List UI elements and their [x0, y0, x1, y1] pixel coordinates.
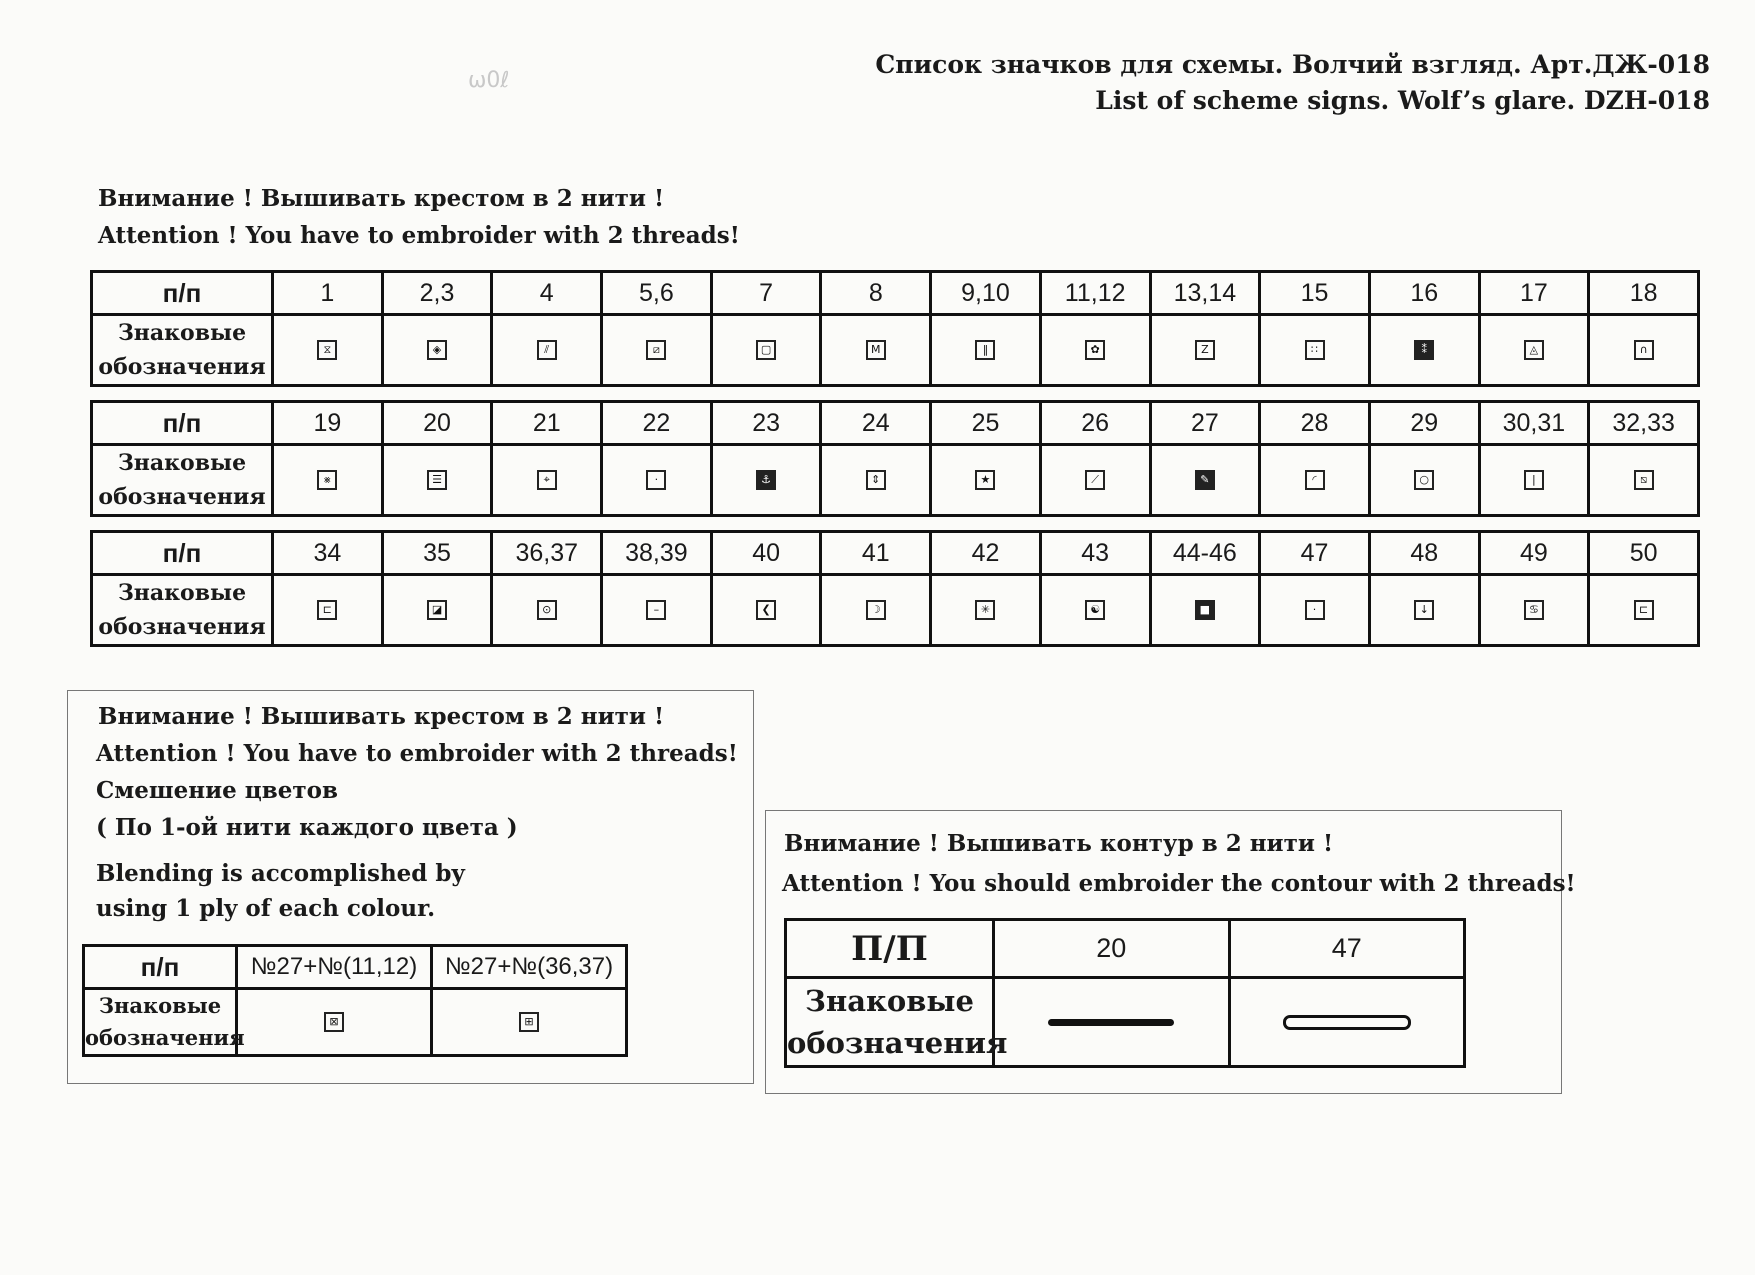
cross-stitch-symbol-icon: ★: [975, 470, 995, 490]
cross-stitch-symbol-icon: M: [866, 340, 886, 360]
number-cell: 7: [711, 272, 821, 315]
contour-number-label: П/П: [786, 920, 994, 978]
sign-cell: [711, 445, 821, 516]
cross-stitch-symbol-icon: ☯: [1085, 600, 1105, 620]
sign-cell: [1260, 445, 1370, 516]
blend-table: [82, 944, 628, 1057]
contour-number-1: 20: [994, 920, 1230, 978]
sign-cell: [382, 315, 492, 386]
number-cell: 1: [273, 272, 383, 315]
cross-stitch-symbol-icon: ◪: [427, 600, 447, 620]
cross-stitch-symbol-icon: ♋: [1524, 600, 1544, 620]
cross-stitch-symbol-icon: ✎: [1195, 470, 1215, 490]
contour-ru-attention: Внимание ! Вышивать контур в 2 нити !: [784, 830, 1334, 857]
sign-cell: [1150, 315, 1260, 386]
notice-ru: Внимание ! Вышивать крестом в 2 нити !: [98, 185, 665, 212]
sign-cell: [1369, 445, 1479, 516]
sign-cell: [821, 445, 931, 516]
blend-ru-note: ( По 1-ой нити каждого цвета ): [96, 814, 518, 841]
number-row: [92, 272, 1699, 315]
blend-en-line1: Blending is accomplished by: [96, 860, 465, 887]
number-cell: 41: [821, 532, 931, 575]
cross-stitch-symbol-icon: ⌖: [537, 470, 557, 490]
sign-cell: [1369, 575, 1479, 646]
blend-ru-attention: Внимание ! Вышивать крестом в 2 нити !: [98, 703, 665, 730]
cross-stitch-symbol-icon: ■: [1195, 600, 1215, 620]
sign-cell: [931, 315, 1041, 386]
number-cell: 18: [1589, 272, 1699, 315]
cross-stitch-symbol-icon: ⚓: [756, 470, 776, 490]
number-cell: 40: [711, 532, 821, 575]
cross-stitch-symbol-icon: ·: [646, 470, 666, 490]
sign-cell: [1150, 575, 1260, 646]
number-cell: 35: [382, 532, 492, 575]
double-line-icon: [1283, 1015, 1411, 1030]
cross-stitch-symbol-icon: ⨳: [317, 470, 337, 490]
number-cell: 50: [1589, 532, 1699, 575]
cross-stitch-symbol-icon: ⊏: [1634, 600, 1654, 620]
number-cell: 4: [492, 272, 602, 315]
contour-table: [784, 918, 1466, 1068]
symbol-table-1: [90, 270, 1700, 387]
sign-row-label: Знаковые обозначения: [92, 445, 273, 516]
number-cell: 47: [1260, 532, 1370, 575]
contour-en-attention: Attention ! You should embroider the contour with 2 threads!: [782, 870, 1576, 897]
sign-cell: [273, 445, 383, 516]
cross-stitch-symbol-icon: ∷: [1305, 340, 1325, 360]
blend-sign-label: Знаковые обозначения: [84, 989, 237, 1056]
contour-line-double: [1229, 978, 1465, 1067]
sign-cell: [492, 445, 602, 516]
sign-cell: [1369, 315, 1479, 386]
contour-sign-label: Знаковые обозначения: [786, 978, 994, 1067]
cross-stitch-symbol-icon: ⊏: [317, 600, 337, 620]
cross-stitch-symbol-icon: –: [646, 600, 666, 620]
number-cell: 21: [492, 402, 602, 445]
pencil-mark: ω0ℓ: [468, 68, 510, 93]
sign-cell: [492, 315, 602, 386]
cross-stitch-symbol-icon: ⊙: [537, 600, 557, 620]
cross-stitch-symbol-icon: ▢: [756, 340, 776, 360]
cross-stitch-symbol-icon: ⟋: [1085, 470, 1105, 490]
number-cell: 24: [821, 402, 931, 445]
cross-stitch-symbol-icon: ‖: [975, 340, 995, 360]
blend-sign-1: [237, 989, 432, 1056]
cross-stitch-symbol-icon: ⧖: [317, 340, 337, 360]
sign-cell: [1150, 445, 1260, 516]
number-cell: 30,31: [1479, 402, 1589, 445]
number-cell: 13,14: [1150, 272, 1260, 315]
number-cell: 11,12: [1040, 272, 1150, 315]
number-cell: 20: [382, 402, 492, 445]
cross-stitch-symbol-icon: Z: [1195, 340, 1215, 360]
cross-stitch-symbol-icon: ⁑: [1414, 340, 1434, 360]
symbol-table-3: [90, 530, 1700, 647]
notice-en: Attention ! You have to embroider with 2 threads!: [98, 222, 740, 249]
cross-stitch-symbol-icon: |: [1524, 470, 1544, 490]
cross-stitch-symbol-icon: ◜: [1305, 470, 1325, 490]
number-row-label: п/п: [92, 402, 273, 445]
sign-cell: [1260, 315, 1370, 386]
contour-sign-row: [786, 978, 1465, 1067]
blend-ru-title: Смешение цветов: [96, 777, 338, 804]
number-cell: 23: [711, 402, 821, 445]
number-row-label: п/п: [92, 272, 273, 315]
title-en: List of scheme signs. Wolf’s glare. DZH-018: [1095, 86, 1710, 115]
number-cell: 17: [1479, 272, 1589, 315]
sign-cell: [492, 575, 602, 646]
blend-sign-row: [84, 989, 627, 1056]
sign-cell: [711, 575, 821, 646]
sign-cell: [821, 575, 931, 646]
sign-row-label: Знаковые обозначения: [92, 315, 273, 386]
solid-line-icon: [1048, 1019, 1174, 1026]
number-row: [92, 402, 1699, 445]
cross-stitch-symbol-icon: ◬: [1524, 340, 1544, 360]
sign-cell: [1040, 315, 1150, 386]
number-cell: 9,10: [931, 272, 1041, 315]
cross-stitch-symbol-icon: ⫽: [537, 340, 557, 360]
sign-cell: [382, 575, 492, 646]
sign-cell: [821, 315, 931, 386]
number-cell: 26: [1040, 402, 1150, 445]
sign-cell: [1479, 575, 1589, 646]
cross-stitch-symbol-icon: ·: [1305, 600, 1325, 620]
number-cell: 15: [1260, 272, 1370, 315]
sign-cell: [1479, 315, 1589, 386]
sign-cell: [602, 575, 712, 646]
symbol-table-2: [90, 400, 1700, 517]
cross-stitch-symbol-icon: ⧄: [646, 340, 666, 360]
sign-cell: [1589, 445, 1699, 516]
cross-stitch-symbol-icon: ◈: [427, 340, 447, 360]
number-cell: 42: [931, 532, 1041, 575]
number-cell: 2,3: [382, 272, 492, 315]
number-cell: 36,37: [492, 532, 602, 575]
title-ru: Список значков для схемы. Волчий взгляд. Арт.ДЖ-018: [875, 50, 1710, 79]
contour-number-row: [786, 920, 1465, 978]
number-cell: 8: [821, 272, 931, 315]
sign-row: [92, 315, 1699, 386]
sign-cell: [1260, 575, 1370, 646]
number-cell: 19: [273, 402, 383, 445]
sign-cell: [711, 315, 821, 386]
contour-line-solid: [994, 978, 1230, 1067]
blend-number-row: [84, 946, 627, 989]
contour-number-2: 47: [1229, 920, 1465, 978]
blend-en-line2: using 1 ply of each colour.: [96, 895, 436, 922]
sign-cell: [273, 315, 383, 386]
number-cell: 48: [1369, 532, 1479, 575]
sign-cell: [602, 445, 712, 516]
cross-stitch-symbol-icon: ⇕: [866, 470, 886, 490]
cross-stitch-symbol-icon: ✿: [1085, 340, 1105, 360]
blend-symbol-icon: ⊠: [324, 1012, 344, 1032]
blend-number-1: №27+№(11,12): [237, 946, 432, 989]
number-cell: 34: [273, 532, 383, 575]
number-cell: 49: [1479, 532, 1589, 575]
number-cell: 22: [602, 402, 712, 445]
number-cell: 28: [1260, 402, 1370, 445]
number-cell: 27: [1150, 402, 1260, 445]
sign-cell: [931, 445, 1041, 516]
sign-cell: [602, 315, 712, 386]
number-cell: 43: [1040, 532, 1150, 575]
number-cell: 16: [1369, 272, 1479, 315]
number-cell: 32,33: [1589, 402, 1699, 445]
cross-stitch-symbol-icon: ∩: [1634, 340, 1654, 360]
blend-symbol-icon: ⊞: [519, 1012, 539, 1032]
sign-row: [92, 575, 1699, 646]
number-cell: 5,6: [602, 272, 712, 315]
number-cell: 38,39: [602, 532, 712, 575]
sign-cell: [1589, 575, 1699, 646]
cross-stitch-symbol-icon: ○: [1414, 470, 1434, 490]
sign-cell: [273, 575, 383, 646]
number-cell: 44-46: [1150, 532, 1260, 575]
cross-stitch-symbol-icon: ❮: [756, 600, 776, 620]
cross-stitch-symbol-icon: ✳: [975, 600, 995, 620]
blend-sign-2: [432, 989, 627, 1056]
blend-en-attention: Attention ! You have to embroider with 2 threads!: [96, 740, 738, 767]
sign-cell: [382, 445, 492, 516]
number-row: [92, 532, 1699, 575]
blend-number-2: №27+№(36,37): [432, 946, 627, 989]
sign-row: [92, 445, 1699, 516]
cross-stitch-symbol-icon: ↓: [1414, 600, 1434, 620]
sign-row-label: Знаковые обозначения: [92, 575, 273, 646]
cross-stitch-symbol-icon: ⧅: [1634, 470, 1654, 490]
sign-cell: [1589, 315, 1699, 386]
number-row-label: п/п: [92, 532, 273, 575]
number-cell: 29: [1369, 402, 1479, 445]
sign-cell: [931, 575, 1041, 646]
cross-stitch-symbol-icon: ☽: [866, 600, 886, 620]
number-cell: 25: [931, 402, 1041, 445]
blend-number-label: п/п: [84, 946, 237, 989]
sign-cell: [1040, 445, 1150, 516]
sign-cell: [1040, 575, 1150, 646]
cross-stitch-symbol-icon: ☰: [427, 470, 447, 490]
sign-cell: [1479, 445, 1589, 516]
